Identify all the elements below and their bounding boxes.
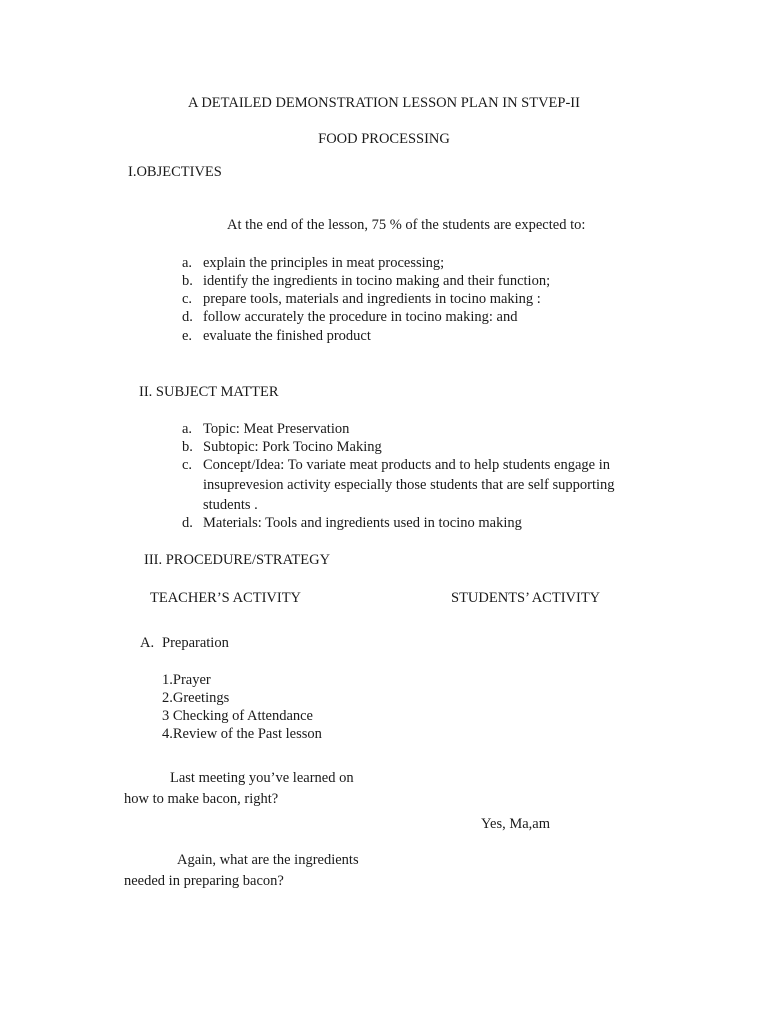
list-item-letter: d. [182,309,193,325]
list-item: 3 Checking of Attendance [162,708,313,724]
objectives-intro: At the end of the lesson, 75 % of the students are expected to: [227,217,586,233]
list-item: 1.Prayer [162,672,211,688]
teacher-dialogue: Last meeting you’ve learned on [170,770,354,786]
list-item-letter: c. [182,291,193,307]
list-item: 2.Greetings [162,690,230,706]
list-item-letter: c. [182,457,193,473]
list-item-continuation: students . [203,497,258,513]
student-activity-header: STUDENTS’ ACTIVITY [451,590,601,606]
list-item-letter: b. [182,273,193,289]
subject-matter-heading: II. SUBJECT MATTER [139,384,279,400]
document-title: A DETAILED DEMONSTRATION LESSON PLAN IN STVEP-II [188,95,580,111]
section-label: Preparation [162,635,229,651]
teacher-dialogue: how to make bacon, right? [124,791,279,807]
list-item: Topic: Meat Preservation [203,421,350,437]
list-item: Concept/Idea: To variate meat products and to help students engage in [203,457,611,473]
list-item-letter: b. [182,439,193,455]
list-item: follow accurately the procedure in tocino making: and [203,309,518,325]
list-item: explain the principles in meat processing; [203,255,445,271]
objectives-heading: I.OBJECTIVES [128,164,222,180]
list-item: 4.Review of the Past lesson [162,726,322,742]
list-item-letter: e. [182,328,193,344]
student-dialogue: Yes, Ma,am [481,816,551,832]
procedure-heading: III. PROCEDURE/STRATEGY [144,552,331,568]
list-item: prepare tools, materials and ingredients in tocino making : [203,291,541,307]
document-subtitle: FOOD PROCESSING [318,131,450,147]
list-item: identify the ingredients in tocino making and their function; [203,273,551,289]
teacher-activity-header: TEACHER’S ACTIVITY [150,590,302,606]
list-item-letter: a. [182,421,193,437]
list-item-continuation: insuprevesion activity especially those students that are self supporting [203,477,615,493]
teacher-dialogue: Again, what are the ingredients [177,852,359,868]
teacher-dialogue: needed in preparing bacon? [124,873,284,889]
list-item-letter: a. [182,255,193,271]
list-item-letter: d. [182,515,193,531]
list-item: Materials: Tools and ingredients used in tocino making [203,515,522,531]
list-item: evaluate the finished product [203,328,371,344]
list-item: Subtopic: Pork Tocino Making [203,439,382,455]
section-letter: A. [140,635,155,651]
